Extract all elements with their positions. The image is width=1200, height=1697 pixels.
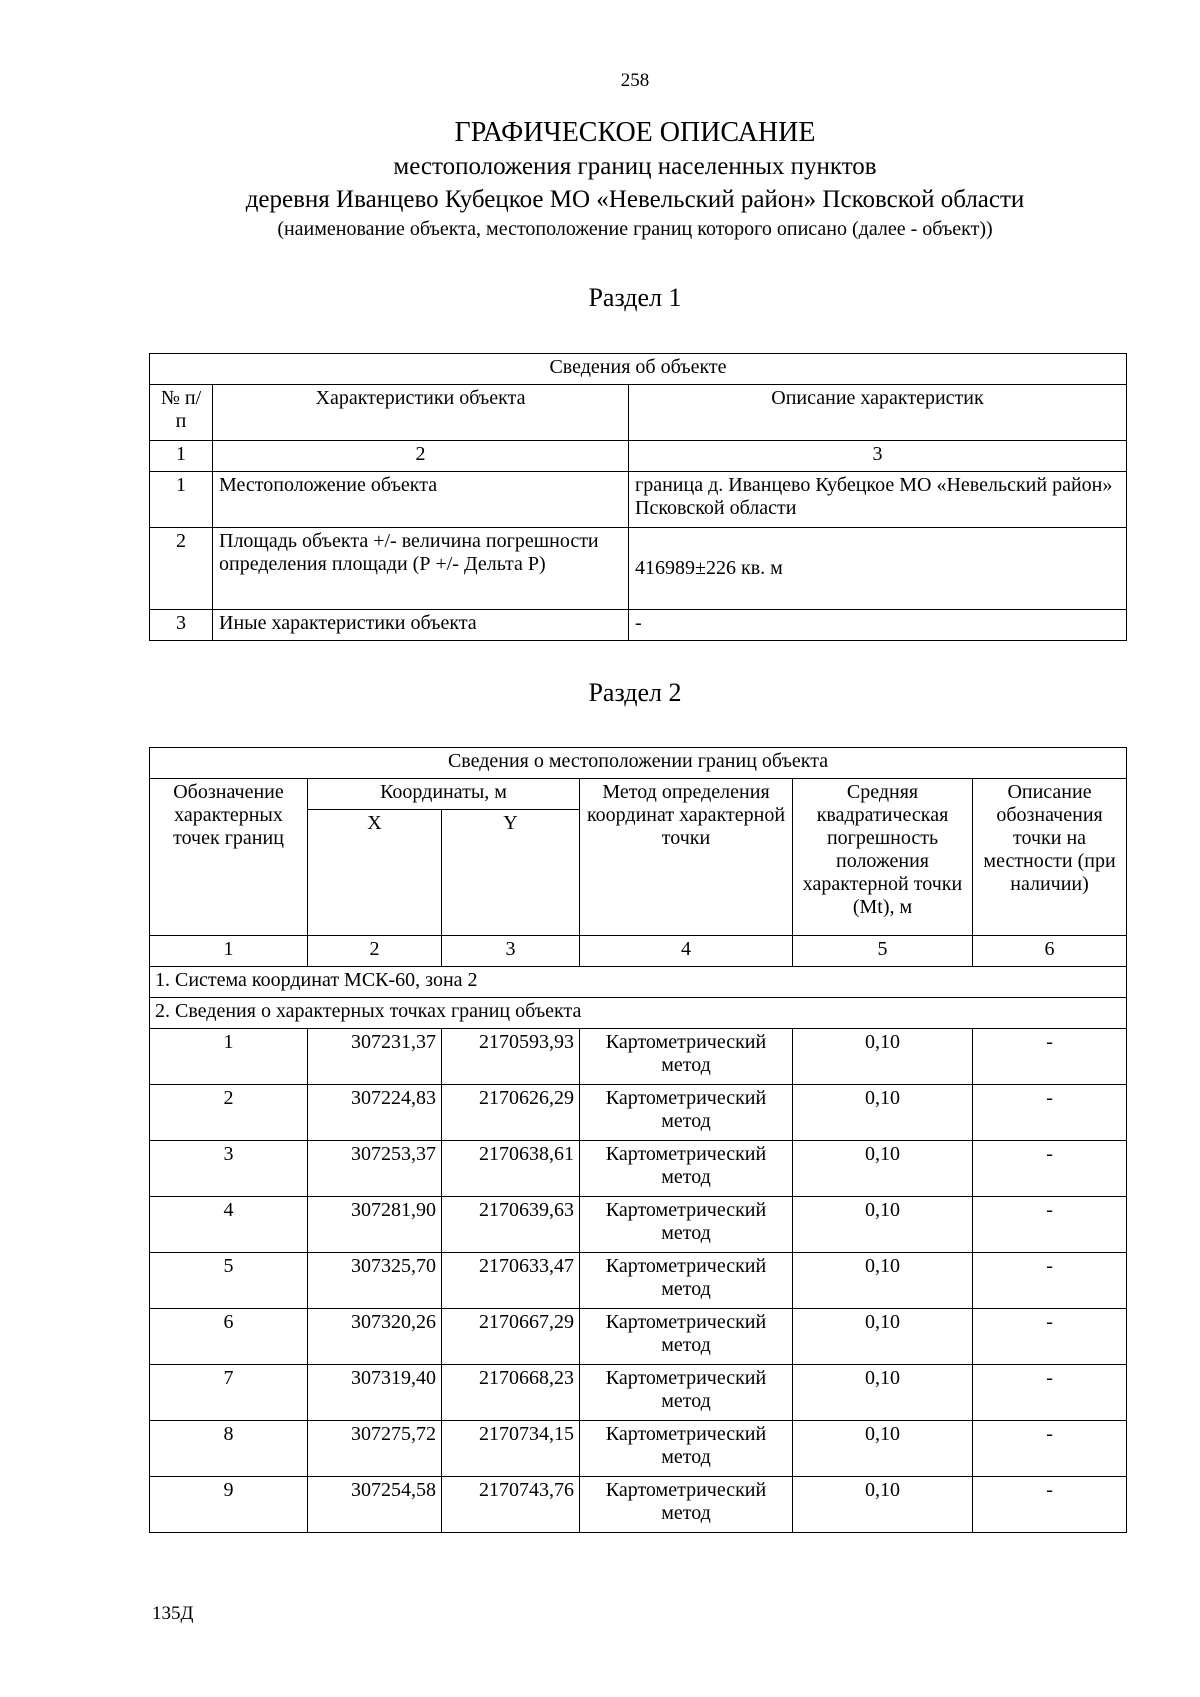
header-y: Y — [442, 810, 580, 936]
mean-square-error: 0,10 — [793, 1309, 973, 1365]
table-row — [150, 1141, 1127, 1197]
coordinate-x: 307320,26 — [308, 1309, 442, 1365]
coordinate-x: 307254,58 — [308, 1477, 442, 1533]
column-number: 4 — [580, 936, 793, 967]
coordinate-y: 2170668,23 — [442, 1365, 580, 1421]
header-coordinates: Координаты, м — [308, 779, 580, 810]
mean-square-error: 0,10 — [793, 1421, 973, 1477]
table-row — [150, 1029, 1127, 1085]
header-x: X — [308, 810, 442, 936]
points-body — [150, 1029, 1127, 1533]
coordinate-y: 2170734,15 — [442, 1421, 580, 1477]
table-row — [150, 610, 1127, 641]
coordinate-y: 2170667,29 — [442, 1309, 580, 1365]
point-number: 1 — [150, 1029, 308, 1085]
row-number: 1 — [150, 472, 213, 528]
table-row — [150, 528, 1127, 610]
mean-square-error: 0,10 — [793, 1253, 973, 1309]
coordinate-x: 307275,72 — [308, 1421, 442, 1477]
characteristic-name: Иные характеристики объекта — [213, 610, 629, 641]
method: Картометрический метод — [580, 1421, 793, 1477]
coordinate-x: 307224,83 — [308, 1085, 442, 1141]
table-row — [150, 1085, 1127, 1141]
coordinate-y: 2170743,76 — [442, 1477, 580, 1533]
column-header: Описание характеристик — [629, 385, 1127, 441]
title-line-2: местоположения границ населенных пунктов — [393, 153, 877, 180]
object-info-table — [149, 353, 1127, 641]
point-description: - — [973, 1253, 1127, 1309]
row-number: 3 — [150, 610, 213, 641]
point-number: 8 — [150, 1421, 308, 1477]
title-line-1: ГРАФИЧЕСКОЕ ОПИСАНИЕ — [454, 117, 816, 148]
column-header: № п/п — [150, 385, 213, 441]
column-number: 1 — [150, 936, 308, 967]
point-number: 7 — [150, 1365, 308, 1421]
points-section-row: 2. Сведения о характерных точках границ объекта — [150, 998, 1127, 1029]
table-title: Сведения об объекте — [150, 354, 1127, 385]
characteristic-description: 416989±226 кв. м — [629, 528, 1127, 610]
header-method: Метод определения координат характерной точки — [580, 779, 793, 936]
point-description: - — [973, 1309, 1127, 1365]
coordinate-y: 2170638,61 — [442, 1141, 580, 1197]
method: Картометрический метод — [580, 1365, 793, 1421]
column-number: 3 — [629, 441, 1127, 472]
coordinate-x: 307319,40 — [308, 1365, 442, 1421]
point-number: 5 — [150, 1253, 308, 1309]
column-number: 5 — [793, 936, 973, 967]
table-row — [150, 1197, 1127, 1253]
boundary-points-table — [149, 747, 1127, 1533]
footer-code: 135Д — [152, 1603, 194, 1624]
coordinate-y: 2170633,47 — [442, 1253, 580, 1309]
coordinate-x: 307281,90 — [308, 1197, 442, 1253]
mean-square-error: 0,10 — [793, 1365, 973, 1421]
characteristic-name: Площадь объекта +/- величина погрешности определения площади (Р +/- Дельта Р) — [213, 528, 629, 610]
coordinate-x: 307253,37 — [308, 1141, 442, 1197]
mean-square-error: 0,10 — [793, 1477, 973, 1533]
header-point: Обозначение характерных точек границ — [150, 779, 308, 936]
method: Картометрический метод — [580, 1141, 793, 1197]
point-description: - — [973, 1421, 1127, 1477]
table-row — [150, 1309, 1127, 1365]
point-number: 9 — [150, 1477, 308, 1533]
column-number: 3 — [442, 936, 580, 967]
point-number: 4 — [150, 1197, 308, 1253]
point-number: 3 — [150, 1141, 308, 1197]
header-error: Средняя квадратическая погрешность положения характерной точки (Mt), м — [793, 779, 973, 936]
header-description: Описание обозначения точки на местности (при наличии) — [973, 779, 1127, 936]
method: Картометрический метод — [580, 1197, 793, 1253]
column-number: 1 — [150, 441, 213, 472]
point-description: - — [973, 1197, 1127, 1253]
point-description: - — [973, 1085, 1127, 1141]
column-number: 2 — [213, 441, 629, 472]
table-title: Сведения о местоположении границ объекта — [150, 748, 1127, 779]
mean-square-error: 0,10 — [793, 1085, 973, 1141]
row-number: 2 — [150, 528, 213, 610]
title-line-3: деревня Иванцево Кубецкое МО «Невельский район» Псковской области — [245, 186, 1025, 213]
characteristic-description: граница д. Иванцево Кубецкое МО «Невельский район» Псковской области — [629, 472, 1127, 528]
table-row — [150, 1477, 1127, 1533]
mean-square-error: 0,10 — [793, 1029, 973, 1085]
table-row — [150, 472, 1127, 528]
point-description: - — [973, 1477, 1127, 1533]
table-row — [150, 1365, 1127, 1421]
coordinate-y: 2170626,29 — [442, 1085, 580, 1141]
method: Картометрический метод — [580, 1029, 793, 1085]
page-number: 258 — [620, 70, 650, 91]
characteristic-description: - — [629, 610, 1127, 641]
method: Картометрический метод — [580, 1253, 793, 1309]
mean-square-error: 0,10 — [793, 1141, 973, 1197]
coordinate-x: 307325,70 — [308, 1253, 442, 1309]
section-2-heading: Раздел 2 — [588, 678, 682, 707]
column-number: 6 — [973, 936, 1127, 967]
mean-square-error: 0,10 — [793, 1197, 973, 1253]
characteristic-name: Местоположение объекта — [213, 472, 629, 528]
method: Картометрический метод — [580, 1477, 793, 1533]
column-header: Характеристики объекта — [213, 385, 629, 441]
coordinate-system-row: 1. Система координат МСК-60, зона 2 — [150, 967, 1127, 998]
coordinate-y: 2170639,63 — [442, 1197, 580, 1253]
point-description: - — [973, 1141, 1127, 1197]
section-1-heading: Раздел 1 — [588, 283, 682, 312]
document-title — [0, 116, 1200, 242]
title-line-4: (наименование объекта, местоположение границ которого описано (далее - объект)) — [277, 218, 993, 240]
coordinate-y: 2170593,93 — [442, 1029, 580, 1085]
point-description: - — [973, 1029, 1127, 1085]
table-row — [150, 1421, 1127, 1477]
table-row — [150, 1253, 1127, 1309]
point-description: - — [973, 1365, 1127, 1421]
coordinate-x: 307231,37 — [308, 1029, 442, 1085]
point-number: 2 — [150, 1085, 308, 1141]
method: Картометрический метод — [580, 1309, 793, 1365]
column-number: 2 — [308, 936, 442, 967]
method: Картометрический метод — [580, 1085, 793, 1141]
point-number: 6 — [150, 1309, 308, 1365]
